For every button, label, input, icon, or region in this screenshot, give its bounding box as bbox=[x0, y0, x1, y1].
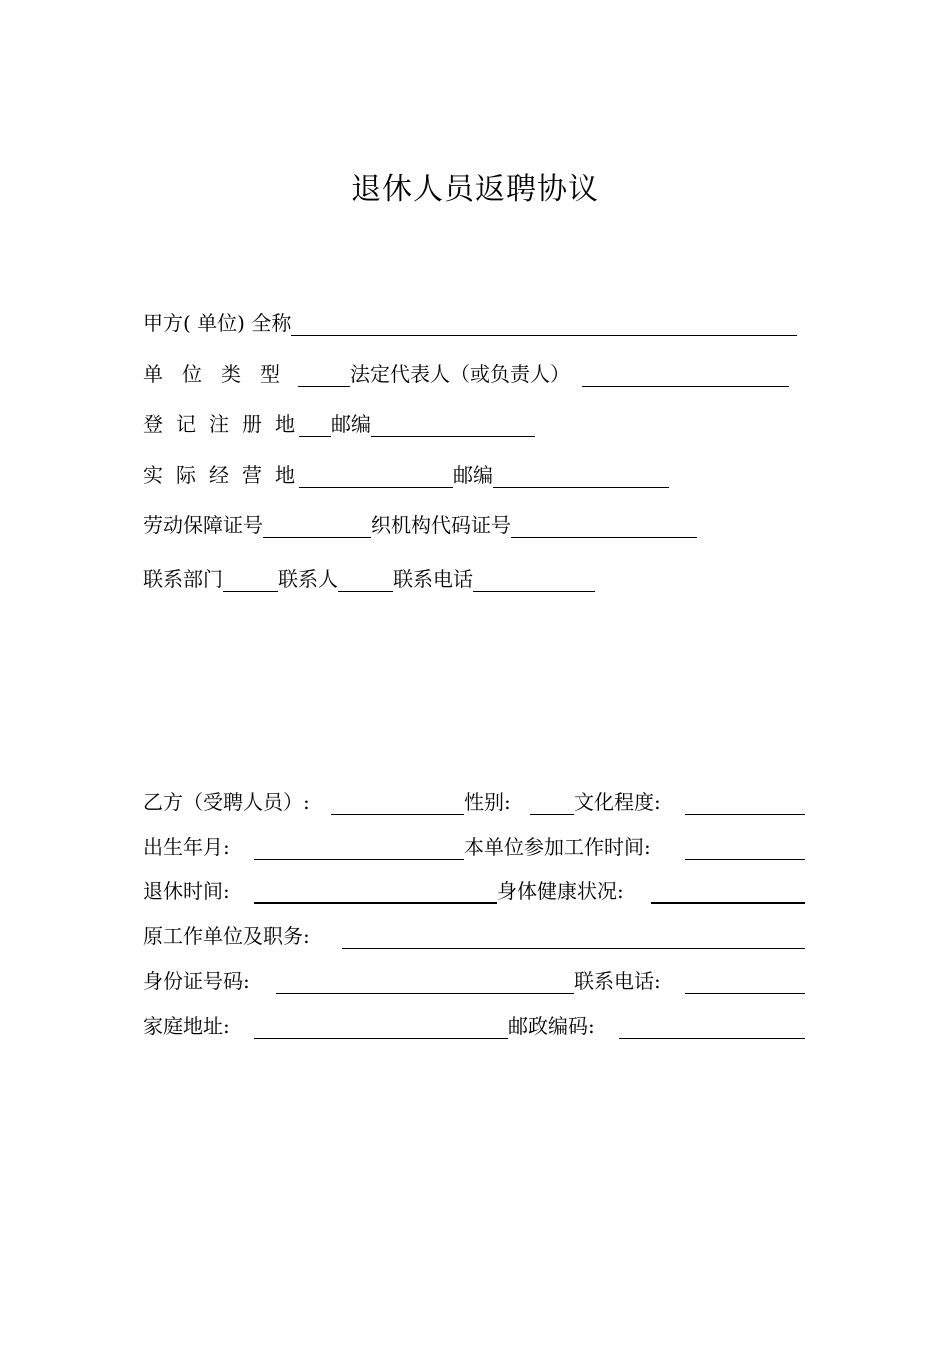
phone-field[interactable] bbox=[685, 971, 805, 994]
contact-phone-label: 联系电话 bbox=[393, 567, 473, 591]
labor-cert-field[interactable] bbox=[263, 515, 371, 538]
labor-cert-label: 劳动保障证号 bbox=[143, 513, 263, 537]
party-b-name-field[interactable] bbox=[331, 792, 464, 815]
education-label: 文化程度: bbox=[574, 790, 661, 814]
org-code-field[interactable] bbox=[511, 515, 697, 538]
op-place-char: 地 bbox=[275, 463, 295, 487]
row-contact bbox=[143, 562, 595, 592]
postcode-label: 邮编 bbox=[331, 412, 371, 436]
contact-phone-field[interactable] bbox=[473, 569, 595, 592]
contact-dept-label: 联系部门 bbox=[143, 567, 223, 591]
op-place-char: 营 bbox=[242, 463, 262, 487]
document-title: 退休人员返聘协议 bbox=[351, 172, 599, 207]
row-id-number bbox=[143, 964, 805, 994]
reg-place-char: 地 bbox=[275, 412, 295, 436]
health-field[interactable] bbox=[651, 880, 805, 904]
unit-type-char: 类 bbox=[221, 362, 241, 386]
reg-place-field[interactable] bbox=[299, 414, 331, 437]
reg-place-char: 登 bbox=[143, 412, 163, 436]
gender-label: 性别: bbox=[464, 790, 511, 814]
address-field[interactable] bbox=[254, 1016, 508, 1039]
row-reg-place bbox=[143, 407, 535, 437]
join-date-label: 本单位参加工作时间: bbox=[464, 835, 651, 859]
education-field[interactable] bbox=[685, 792, 805, 815]
row-party-a-name bbox=[143, 306, 797, 336]
op-place-char: 实 bbox=[143, 463, 163, 487]
party-a-name-label: 甲方( 单位) 全称 bbox=[143, 311, 292, 335]
op-place-char: 经 bbox=[209, 463, 229, 487]
op-place-char: 际 bbox=[176, 463, 196, 487]
orig-unit-field[interactable] bbox=[342, 926, 805, 949]
reg-place-char: 册 bbox=[242, 412, 262, 436]
row-party-b-name bbox=[143, 785, 805, 815]
reg-place-char: 注 bbox=[209, 412, 229, 436]
row-unit-type bbox=[143, 357, 789, 387]
birth-field[interactable] bbox=[254, 837, 464, 860]
id-number-label: 身份证号码: bbox=[143, 969, 250, 993]
unit-type-char: 位 bbox=[182, 362, 202, 386]
org-code-label: 织机构代码证号 bbox=[371, 513, 511, 537]
legal-rep-field[interactable] bbox=[582, 364, 789, 387]
row-orig-unit bbox=[143, 919, 805, 949]
party-b-name-label: 乙方（受聘人员）: bbox=[143, 790, 310, 814]
birth-label: 出生年月: bbox=[143, 835, 230, 859]
zip-label: 邮政编码: bbox=[508, 1014, 595, 1038]
row-op-place bbox=[143, 458, 669, 488]
retire-date-field[interactable] bbox=[254, 880, 497, 904]
retire-date-label: 退休时间: bbox=[143, 879, 230, 903]
row-address bbox=[143, 1009, 805, 1039]
health-label: 身体健康状况: bbox=[497, 879, 624, 903]
legal-rep-label: 法定代表人（或负责人） bbox=[350, 362, 570, 386]
reg-place-char: 记 bbox=[176, 412, 196, 436]
row-retire bbox=[143, 874, 805, 904]
unit-type-char: 单 bbox=[143, 362, 163, 386]
postcode2-field[interactable] bbox=[493, 465, 669, 488]
row-birth bbox=[143, 830, 805, 860]
contact-person-field[interactable] bbox=[338, 569, 393, 592]
row-labor-cert bbox=[143, 508, 697, 538]
join-date-field[interactable] bbox=[685, 837, 805, 860]
op-place-field[interactable] bbox=[299, 465, 453, 488]
gender-field[interactable] bbox=[530, 792, 574, 815]
party-a-name-field[interactable] bbox=[291, 313, 797, 336]
postcode-field[interactable] bbox=[371, 414, 535, 437]
id-number-field[interactable] bbox=[276, 971, 574, 994]
phone-label: 联系电话: bbox=[574, 969, 661, 993]
orig-unit-label: 原工作单位及职务: bbox=[143, 924, 310, 948]
contact-person-label: 联系人 bbox=[278, 567, 338, 591]
address-label: 家庭地址: bbox=[143, 1014, 230, 1038]
unit-type-field[interactable] bbox=[298, 364, 350, 387]
unit-type-char: 型 bbox=[260, 362, 280, 386]
contact-dept-field[interactable] bbox=[223, 569, 278, 592]
postcode2-label: 邮编 bbox=[453, 463, 493, 487]
zip-field[interactable] bbox=[619, 1016, 805, 1039]
